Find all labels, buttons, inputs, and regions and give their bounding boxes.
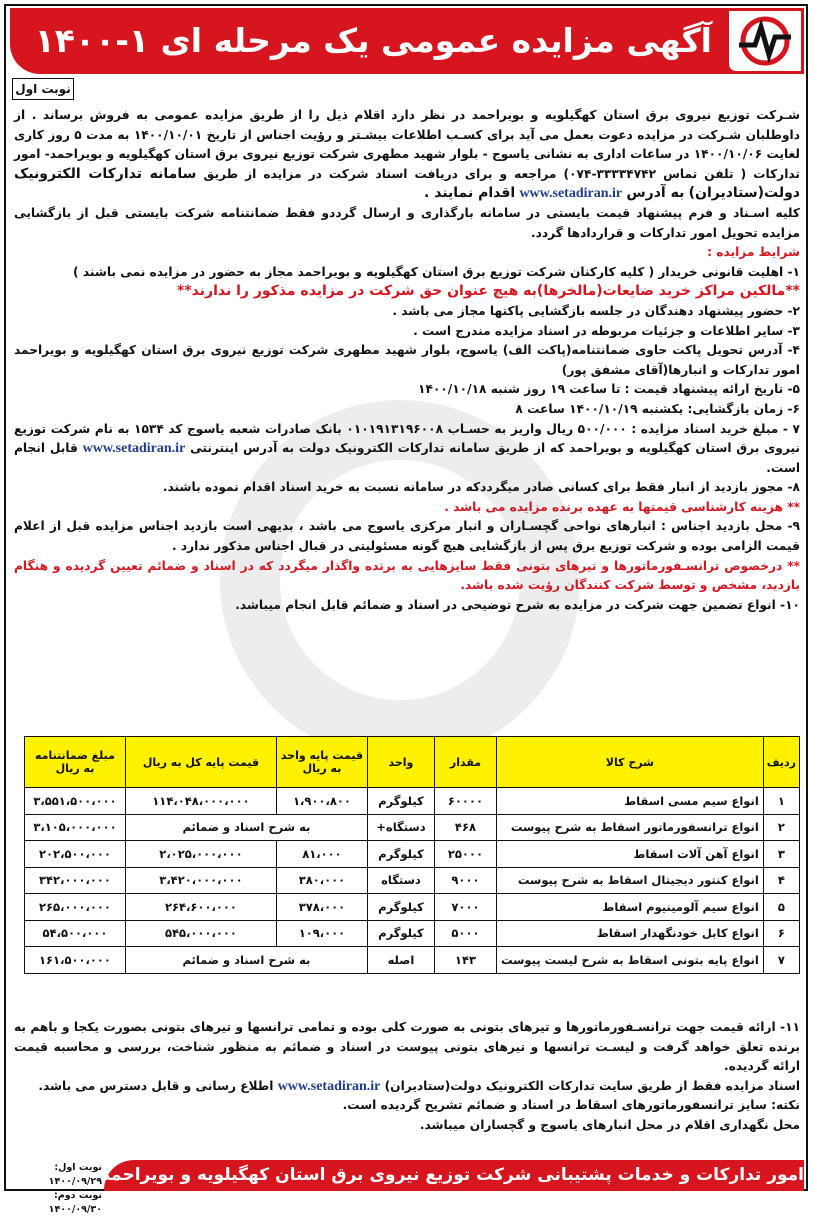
edition-label: نوبت اول [12,78,74,100]
cell-unit: کیلوگرم [367,788,434,815]
cell-unit-price: ۸۱،۰۰۰ [276,841,367,868]
table-row [25,841,800,868]
cell-unit-price: ۳۷۸،۰۰۰ [276,894,367,921]
col-quantity: مقدار [434,737,496,788]
condition-1: ۱- اهلیت قانونی خریدار ( کلیه کارکنان شرکت توزیع برق استان کهگیلویه و بویراحمد مجاز به حضور در مزایده نمی باشند ) [73,264,800,279]
condition-9-note: ** درخصوص ترانسـفورماتورها و تیرهای بتونی فقط سایزهایی به برنده واگذار میگردد که در اسناد و ضمائم تعیین گردیده و هنگام بازدید، مشخص و توسط شرکت کنندگان رؤیت شده باشد. [14,558,800,593]
cell-total-price: ۱۱۴،۰۴۸،۰۰۰،۰۰۰ [125,788,276,815]
intro-paragraph [14,106,800,204]
note-documents-end: اطلاع رسانی و قابل دسترس می باشد. [38,1078,274,1093]
table-row [25,867,800,894]
intro-paragraph-2: کلیه اسـناد و فرم پیشنهاد قیمت بایستی در سامانه بارگذاری و ارسال گرددو فقط ضمانتنامه شرکت بایستی قبل از بازگشایی مزایده تحویل امور تدارکات و قراردادها گردد. [14,205,800,240]
cell-total-price: ۲،۰۲۵،۰۰۰،۰۰۰ [125,841,276,868]
cell-row-number: ۶ [763,920,799,947]
setadiran-link[interactable]: www.setadiran.ir [519,186,623,202]
header-banner [10,8,804,74]
cell-unit: کیلوگرم [367,841,434,868]
cell-guarantee: ۳،۵۵۱،۵۰۰،۰۰۰ [25,788,126,815]
cell-guarantee: ۲۰۲،۵۰۰،۰۰۰ [25,841,126,868]
cell-guarantee: ۳۴۲،۰۰۰،۰۰۰ [25,867,126,894]
intro-address-label: به آدرس [626,185,685,202]
condition-10: ۱۰- انواع تضمین جهت شرکت در مزایده به شرح توضیحی در اسناد و ضمائم قابل انجام میباشد. [235,597,800,612]
cell-unit-price: ۱،۹۰۰،۸۰۰ [276,788,367,815]
condition-8-note: ** هزینه کارشناسی قیمتها به عهده برنده مزایده می باشد . [444,499,800,514]
cell-description: انواع سیم مسی اسقاط [496,788,763,815]
cell-row-number: ۷ [763,947,799,974]
table-row [25,814,800,841]
condition-4: ۴- آدرس تحویل پاکت حاوی ضمانتنامه(پاکت الف) یاسوج، بلوار شهید مطهری شرکت توزیع نیروی برق استان کهگیلویه و بویراحمد امور تدارکات و انبارها(آقای مشفق پور) [14,343,800,377]
cell-row-number: ۳ [763,841,799,868]
note-setadiran-link[interactable]: www.setadiran.ir [277,1078,381,1094]
condition-1-note: **مالکین مراکز خرید ضایعات(مالخرها)به هیچ عنوان حق شرکت در مزایده مذکور را ندارند** [177,283,800,300]
cell-quantity: ۹۰۰۰ [434,867,496,894]
condition-6: ۶- زمان بازگشایی: یکشنبه ۱۴۰۰/۱۰/۱۹ ساعت ۸ [515,401,800,416]
condition-7 [14,420,800,479]
note-transformer-sizes: نکته: سایز ترانسفورماتورهای اسقاط در اسناد و ضمائم تشریح گردیده است. [342,1098,800,1113]
col-row-number: ردیف [763,737,799,788]
col-description: شرح کالا [496,737,763,788]
intro-end: اقدام نمایند . [424,185,516,202]
intro-system-name: سامانه تدارکات الکترونیک دولت(ستادیران) [14,165,800,202]
date-second-edition: نوبت دوم: ۱۴۰۰/۰۹/۳۰ [48,1190,102,1215]
publication-dates [10,1161,102,1217]
cell-total-price: ۵۴۵،۰۰۰،۰۰۰ [125,920,276,947]
col-unit-price: قیمت پایه واحد به ریال [276,737,367,788]
cell-unit-price: ۱۰۹،۰۰۰ [276,920,367,947]
condition-7-text: ۷ - مبلغ خرید اسناد مزایده : ۵۰۰/۰۰۰ ریال واریز به حسـاب ۰۱۰۱۹۱۳۱۹۶۰۰۸ بانک صادرات شعبه یاسوج کد ۱۵۳۴ به نام شرکت توزیع نیروی برق استان کهگیلویه و بویراحمد که از طریق سامانه تدارکات الکترونیک دولت به آدرس اینترنتی [14,421,800,456]
cell-description: انواع کابل خودنگهدار اسقاط [496,920,763,947]
company-logo-icon [726,8,804,74]
cell-price-merged: به شرح اسناد و ضمائم [125,814,367,841]
intro-text: شـرکت توزیع نیروی برق استان کهگیلویه و بویراحمد در نظر دارد اقلام ذیل را از طریق مزایده عمومی به فروش برساند . از داوطلبان شـرکت در مزایده دعوت بعمل می آید برای کسـب اطلاعات بیشـتر و رؤیت اجناس از تاریخ ۱۴۰۰/۱۰/۰۱ به مدت ۵ روز کاری لغایت ۱۴۰۰/۱۰/۰۶ در ساعات اداری به نشانی یاسوج - بلوار شهید مطهری شرکت توزیع نیروی برق استان کهگیلویه و بویراحمد- امور تدارکات ( تلفن تماس ۳۳۳۳۴۷۴۲-۰۷۴) مراجعه و برای دریافت اسناد شرکت در مزایده از طریق [14,108,800,181]
table-row [25,788,800,815]
page-title: آگهی مزایده عمومی یک مرحله ای ۱-۱۴۰۰ [34,21,712,60]
items-table [24,736,800,974]
cell-unit-price: ۳۸۰،۰۰۰ [276,867,367,894]
col-total-price: قیمت پایه کل به ریال [125,737,276,788]
closing-notes [14,1018,800,1136]
cell-description: انواع سیم آلومینیوم اسقاط [496,894,763,921]
cell-quantity: ۲۵۰۰۰ [434,841,496,868]
cell-description: انواع ترانسفورماتور اسقاط به شرح پیوست [496,814,763,841]
footer-banner: امور تدارکات و خدمات پشتیبانی شرکت توزیع نیروی برق استان کهگیلویه و بویراحمد [104,1160,804,1191]
condition-11: ۱۱- ارائه قیمت جهت ترانسـفورماتورها و تیرهای بتونی به صورت کلی بوده و تمامی ترانسها و تیرهای بتونی بصورت یکجا و باهم به برنده تعلق خواهد گرفت و لیسـت ترانسها و تیرهای بتونی پیوست در اسناد و ضمائم به منظور شناخت، بررسی و محاسبه قیمت ارائه گردیده. [14,1020,800,1074]
col-unit: واحد [367,737,434,788]
condition-8: ۸- مجوز بازدید از انبار فقط برای کسانی صادر میگرددکه در سامانه نسبت به خرید اسناد اقدام نموده باشند. [162,480,800,495]
cell-unit: کیلوگرم [367,920,434,947]
condition-7-end: قابل انجام است. [14,441,800,475]
cell-unit: دستگاه [367,867,434,894]
cell-guarantee: ۳،۱۰۵،۰۰۰،۰۰۰ [25,814,126,841]
conditions-heading: شرایط مزایده : [707,245,800,260]
condition-5: ۵- تاریخ ارائه پیشنهاد قیمت : تا ساعت ۱۹ روز شنبه ۱۴۰۰/۱۰/۱۸ [418,382,800,397]
cell-unit: اصله [367,947,434,974]
date-first-edition: نوبت اول: ۱۴۰۰/۰۹/۲۹ [48,1162,102,1187]
table-row [25,920,800,947]
note-documents [14,1077,800,1097]
cell-quantity: ۵۰۰۰ [434,920,496,947]
note-storage-location: محل نگهداری اقلام در محل انبارهای یاسوج و گچساران میباشد. [419,1117,800,1132]
table-row [25,947,800,974]
cell-guarantee: ۵۴،۵۰۰،۰۰۰ [25,920,126,947]
cell-row-number: ۴ [763,867,799,894]
col-guarantee: مبلغ ضمانتنامه به ریال [25,737,126,788]
cell-row-number: ۱ [763,788,799,815]
condition-2: ۲- حضور پیشنهاد دهندگان در جلسه بازگشایی پاکتها مجاز می باشد . [392,303,800,318]
cell-quantity: ۱۴۳ [434,947,496,974]
cell-quantity: ۴۶۸ [434,814,496,841]
cell-row-number: ۵ [763,894,799,921]
cell-quantity: ۶۰۰۰۰ [434,788,496,815]
condition-9: ۹- محل بازدید اجناس : انبارهای نواحی گچسـاران و انبار مرکزی یاسوج می باشد ، بدیهی است بازدید اجناس مزایده قبل از اعلام قیمت الزامی بوده و شرکت توزیع برق پس از بازگشایی هیچ گونه مسئولیتی در قبال اجناس مذکور ندارد . [14,519,800,554]
cell-row-number: ۲ [763,814,799,841]
table-row [25,894,800,921]
cell-unit: دستگاه+ [367,814,434,841]
cell-price-merged: به شرح اسناد و ضمائم [125,947,367,974]
intro-and-conditions [14,106,800,615]
condition-7-link[interactable]: www.setadiran.ir [82,441,186,457]
cell-description: انواع آهن آلات اسقاط [496,841,763,868]
cell-total-price: ۲۶۴،۶۰۰،۰۰۰ [125,894,276,921]
table-header-row [25,737,800,788]
cell-unit: کیلوگرم [367,894,434,921]
condition-3: ۳- سایر اطلاعات و جزئیات مربوطه در اسناد مزایده مندرج است . [413,323,800,338]
cell-description: انواع پایه بتونی اسقاط به شرح لیست پیوست [496,947,763,974]
note-documents-text: اسناد مزایده فقط از طریق سایت تدارکات الکترونیک دولت(ستادیران) [384,1078,800,1093]
cell-total-price: ۳،۴۲۰،۰۰۰،۰۰۰ [125,867,276,894]
cell-guarantee: ۲۶۵،۰۰۰،۰۰۰ [25,894,126,921]
cell-guarantee: ۱۶۱،۵۰۰،۰۰۰ [25,947,126,974]
cell-description: انواع کنتور دیجیتال اسقاط به شرح پیوست [496,867,763,894]
cell-quantity: ۷۰۰۰ [434,894,496,921]
